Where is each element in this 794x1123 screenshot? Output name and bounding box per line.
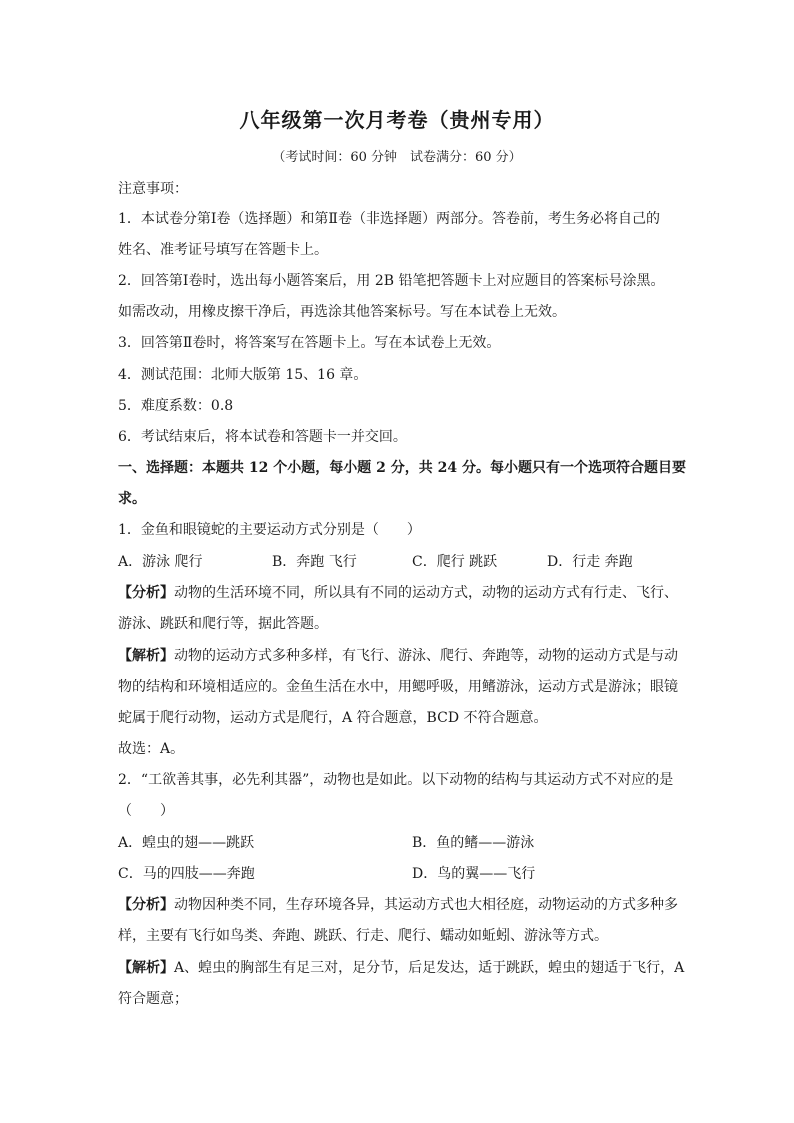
question-1-option-b: B．奔跑 飞行 <box>272 554 357 570</box>
question-1-option-d: D．行走 奔跑 <box>547 554 633 570</box>
note-item-1-line-1: 1．本试卷分第Ⅰ卷（选择题）和第Ⅱ卷（非选择题）两部分。答卷前，考生务必将自己的 <box>118 211 660 227</box>
question-1-answer: 故选：A。 <box>118 741 185 757</box>
analysis-tag: 【分析】 <box>118 585 174 601</box>
question-1-explain-line-3: 蛇属于爬行动物，运动方式是爬行，A 符合题意，BCD 不符合题意。 <box>118 710 548 726</box>
explain-text: A、蝗虫的胸部生有足三对，足分节，后足发达，适于跳跃，蝗虫的翅适于飞行，A <box>174 960 685 976</box>
section-heading-line-2: 求。 <box>118 491 146 507</box>
analysis-text: 动物的生活环境不同，所以具有不同的运动方式，动物的运动方式有行走、飞行、 <box>174 585 678 601</box>
note-item-3: 3．回答第Ⅱ卷时，将答案写在答题卡上。写在本试卷上无效。 <box>118 335 501 351</box>
question-2-analysis-line-1 <box>118 894 678 914</box>
question-2-analysis-line-2: 样，主要有飞行如鸟类、奔跑、跳跃、行走、爬行、蠕动如蚯蚓、游泳等方式。 <box>118 928 608 944</box>
question-2-explain-line-2: 符合题意； <box>118 991 188 1007</box>
section-heading-line-1: 一、选择题：本题共 12 个小题，每小题 2 分，共 24 分。每小题只有一个选项符合题目要 <box>118 460 686 476</box>
note-item-2-line-2: 如需改动，用橡皮擦干净后，再选涂其他答案标号。写在本试卷上无效。 <box>118 304 566 320</box>
question-1-explain-line-1 <box>118 645 678 665</box>
page-title: 八年级第一次月考卷（贵州专用） <box>239 108 555 132</box>
note-item-4: 4．测试范围：北师大版第 15、16 章。 <box>118 367 368 383</box>
question-1-option-a: A．游泳 爬行 <box>118 554 203 570</box>
question-1-option-c: C．爬行 跳跃 <box>412 554 498 570</box>
question-1-explain-line-2: 物的结构和环境相适应的。金鱼生活在水中，用鳃呼吸，用鳍游泳，运动方式是游泳；眼镜 <box>118 679 678 695</box>
exam-info: （考试时间：60 分钟 试卷满分：60 分） <box>272 150 522 165</box>
question-1-stem: 1．金鱼和眼镜蛇的主要运动方式分别是（ ） <box>118 522 421 538</box>
question-2-stem-line-1: 2．“工欲善其事，必先利其器”，动物也是如此。以下动物的结构与其运动方式不对应的是 <box>118 772 674 788</box>
note-item-5: 5．难度系数：0.8 <box>118 398 234 414</box>
question-2-option-b: B．鱼的鳍——游泳 <box>412 835 535 851</box>
notes-heading: 注意事项： <box>118 181 188 197</box>
analysis-text: 动物因种类不同，生存环境各异，其运动方式也大相径庭，动物运动的方式多种多 <box>174 897 678 913</box>
note-item-1-line-2: 姓名、准考证号填写在答题卡上。 <box>118 242 328 258</box>
explain-text: 动物的运动方式多种多样，有飞行、游泳、爬行、奔跑等，动物的运动方式是与动 <box>174 648 678 664</box>
analysis-tag: 【分析】 <box>118 897 174 913</box>
explain-tag: 【解析】 <box>118 648 174 664</box>
question-1-analysis-line-1 <box>118 582 678 602</box>
question-1-analysis-line-2: 游泳、跳跃和爬行等，据此答题。 <box>118 616 328 632</box>
question-2-explain-line-1 <box>118 957 684 977</box>
question-2-option-d: D．鸟的翼——飞行 <box>412 866 536 882</box>
note-item-6: 6．考试结束后，将本试卷和答题卡一并交回。 <box>118 429 407 445</box>
explain-tag: 【解析】 <box>118 960 174 976</box>
question-2-stem-line-2: （ ） <box>118 803 174 819</box>
note-item-2-line-1: 2．回答第Ⅰ卷时，选出每小题答案后，用 2B 铅笔把答题卡上对应题目的答案标号涂黑。 <box>118 273 665 289</box>
question-2-option-c: C．马的四肢——奔跑 <box>118 866 255 882</box>
question-2-option-a: A．蝗虫的翅——跳跃 <box>118 835 255 851</box>
